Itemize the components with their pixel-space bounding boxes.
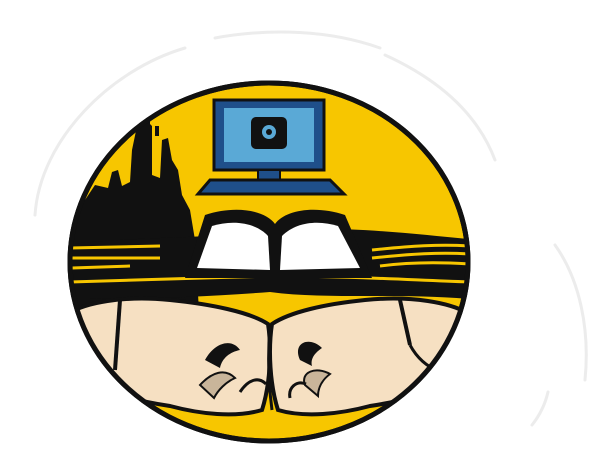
right-fist [270, 299, 478, 415]
left-fist [60, 299, 270, 415]
computer-monitor-icon [198, 100, 344, 194]
